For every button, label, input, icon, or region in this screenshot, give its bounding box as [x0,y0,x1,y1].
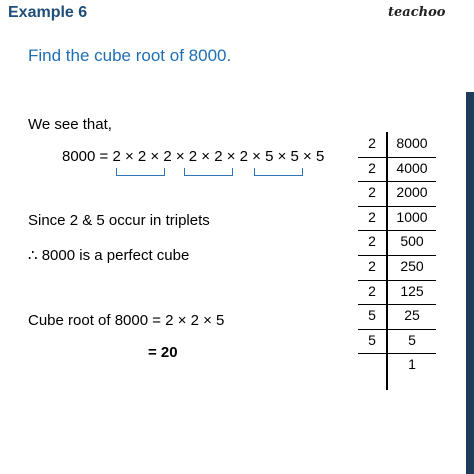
divisor: 2 [368,282,376,299]
division-row [358,209,436,233]
division-row [358,307,436,331]
dividend: 500 [400,233,424,250]
division-rule [358,304,436,305]
dividend: 2000 [396,184,428,201]
division-row [358,184,436,208]
factorization-line: 8000 = 2 × 2 × 2 × 2 × 2 × 2 × 5 × 5 × 5 [62,148,325,165]
division-row [358,258,436,282]
dividend: 25 [404,307,420,324]
divisor: 2 [368,159,376,176]
division-row [358,356,436,380]
answer-text: = 20 [148,344,178,361]
divisor: 2 [368,233,376,250]
division-rule [358,230,436,231]
division-rule [358,280,436,281]
division-rule [358,206,436,207]
dividend: 125 [400,282,424,299]
division-rule [358,329,436,330]
division-row [358,283,436,307]
divisor: 2 [368,208,376,225]
dividend: 4000 [396,159,428,176]
division-row [358,233,436,257]
divisor: 2 [368,135,376,151]
triplet-bracket-1 [116,168,165,176]
division-row [358,332,436,356]
question-text: Find the cube root of 8000. [28,46,232,65]
triplet-note: Since 2 & 5 occur in triplets [28,212,210,229]
example-title: Example 6 [8,4,88,21]
triplet-bracket-2 [184,168,233,176]
division-row [358,160,436,184]
teachoo-logo: teachoo [388,5,446,20]
divisor: 5 [368,307,376,324]
cube-root-line: Cube root of 8000 = 2 × 2 × 5 [28,312,225,329]
dividend: 8000 [396,135,428,151]
dividend: 1000 [396,208,428,225]
dividend: 1 [408,356,416,373]
division-row [358,135,436,159]
divisor: 5 [368,331,376,348]
dividend: 5 [408,331,416,348]
division-rule [358,353,436,354]
triplet-bracket-3 [254,168,303,176]
perfect-cube-text: ∴ 8000 is a perfect cube [28,247,190,264]
intro-text: We see that, [28,116,112,133]
division-rule [358,255,436,256]
divisor: 2 [368,258,376,274]
dividend: 250 [400,258,424,274]
divisor: 2 [368,184,376,201]
division-rule [358,181,436,182]
right-edge-bar [466,92,474,474]
division-rule [358,157,436,158]
